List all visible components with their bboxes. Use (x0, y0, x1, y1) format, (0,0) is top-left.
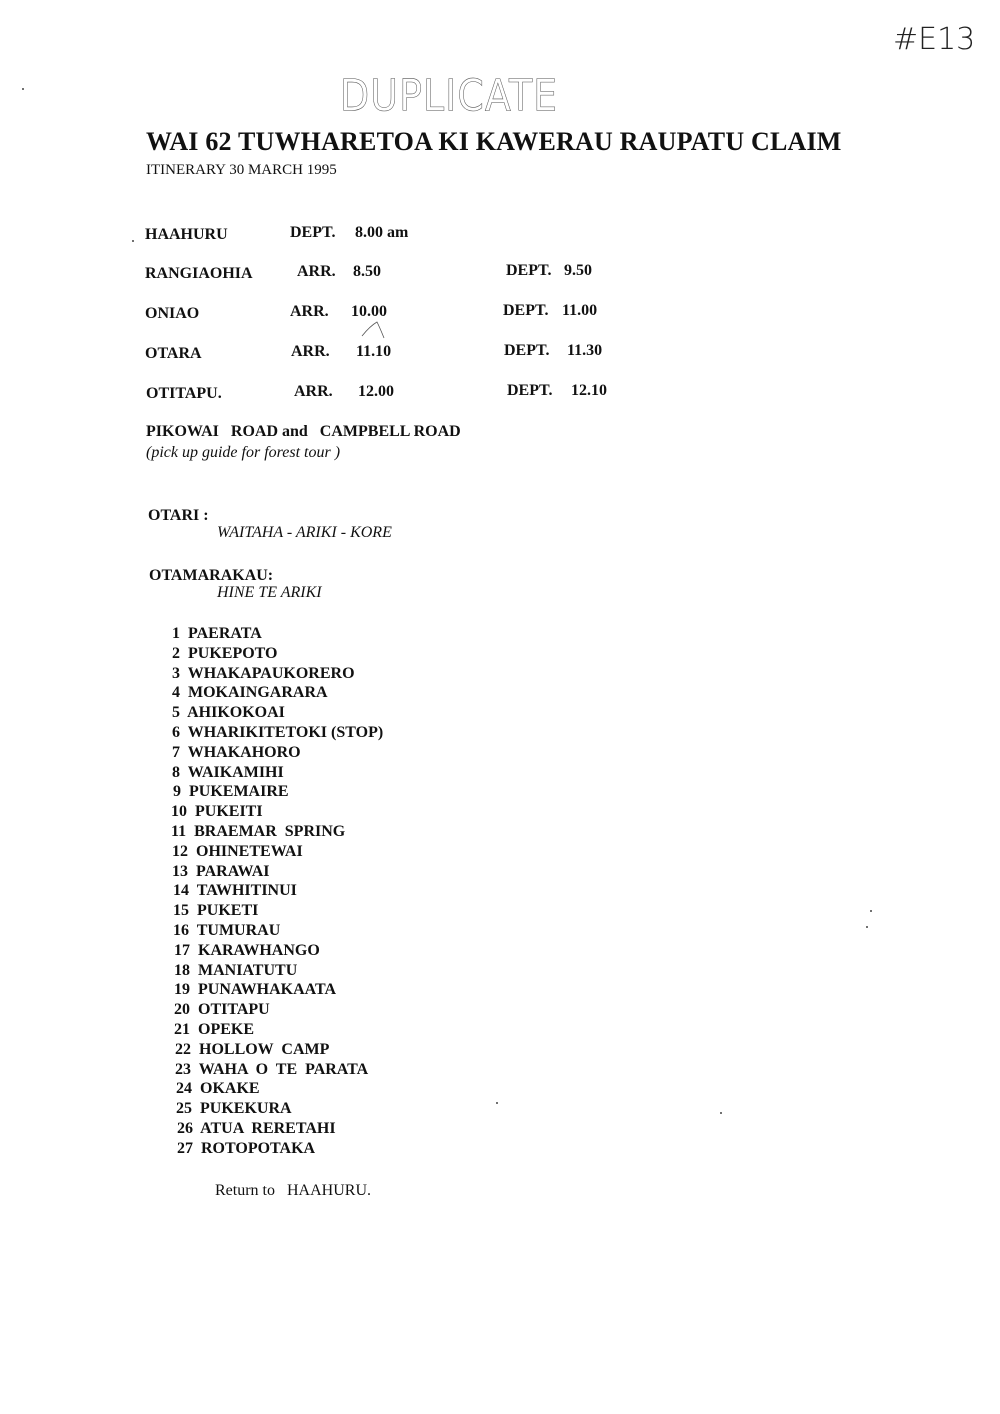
list-item: 12 OHINETEWAI (172, 842, 303, 860)
document-title: WAI 62 TUWHARETOA KI KAWERAU RAUPATU CLAIM (146, 127, 842, 156)
dept-time: 9.50 (564, 262, 592, 279)
list-item: 21 OPEKE (174, 1020, 255, 1038)
scan-speck (720, 1112, 722, 1114)
place: OTARA (145, 345, 202, 362)
list-item: 7 WHAKAHORO (172, 743, 301, 761)
place: ONIAO (145, 305, 200, 322)
arr-label: ARR. (297, 263, 336, 280)
arr-time: 12.00 (358, 383, 394, 400)
otari-sub: WAITAHA - ARIKI - KORE (217, 524, 392, 541)
handwritten-caret-mark (360, 318, 390, 342)
dept-time: 11.00 (562, 302, 598, 319)
list-item: 23 WAHA O TE PARATA (175, 1060, 369, 1078)
list-item: 8 WAIKAMIHI (172, 763, 284, 781)
list-item: 9 PUKEMAIRE (173, 783, 289, 801)
duplicate-stamp: DUPLICATE (340, 70, 559, 121)
list-item: 2 PUKEPOTO (172, 644, 278, 662)
list-item: 10 PUKEITI (171, 803, 263, 821)
arr-label: ARR. (291, 343, 330, 360)
list-item: 16 TUMURAU (173, 921, 281, 939)
place: RANGIAOHIA (145, 265, 253, 282)
dept-time: 12.10 (571, 382, 607, 399)
arr-label: ARR. (294, 383, 333, 400)
handwritten-reference: #E13 (893, 22, 976, 57)
arr-label: ARR. (290, 303, 329, 320)
list-item: 19 PUNAWHAKAATA (174, 981, 337, 999)
site-list (172, 624, 383, 1159)
list-item: 24 OKAKE (176, 1080, 260, 1098)
dept-time: 11.30 (567, 342, 603, 359)
list-item: 6 WHARIKITETOKI (STOP) (172, 723, 384, 741)
list-item: 13 PARAWAI (172, 862, 270, 880)
roads-heading: PIKOWAI ROAD and CAMPBELL ROAD (146, 423, 461, 440)
itinerary-date: ITINERARY 30 MARCH 1995 (146, 162, 337, 178)
dept-label: DEPT. (504, 342, 550, 359)
dept-label: DEPT. (503, 302, 549, 319)
list-item: 18 MANIATUTU (174, 961, 298, 979)
return-note: Return to HAAHURU. (215, 1182, 371, 1199)
list-item: 1 PAERATA (172, 625, 262, 642)
arr-time: 11.10 (356, 343, 392, 360)
scan-speck (132, 240, 134, 242)
list-item: 17 KARAWHANGO (174, 941, 320, 959)
scan-speck (22, 88, 24, 90)
list-item: 11 BRAEMAR SPRING (171, 822, 346, 840)
otamarakau-heading: OTAMARAKAU: (149, 567, 274, 584)
list-item: 4 MOKAINGARARA (172, 684, 328, 702)
list-item: 15 PUKETI (173, 902, 259, 920)
dept-time: 8.00 am (355, 224, 409, 241)
scan-speck (496, 1102, 498, 1104)
scan-speck (870, 910, 872, 912)
list-item: 22 HOLLOW CAMP (175, 1040, 330, 1058)
list-item: 3 WHAKAPAUKORERO (172, 664, 355, 682)
otari-heading: OTARI : (148, 507, 209, 524)
roads-note: (pick up guide for forest tour ) (146, 444, 341, 461)
place: HAAHURU (145, 226, 228, 243)
arr-time: 10.00 (351, 303, 387, 320)
place: OTITAPU. (146, 385, 222, 402)
list-item: 14 TAWHITINUI (173, 882, 297, 900)
dept-label: DEPT. (506, 262, 552, 279)
list-item: 27 ROTOPOTAKA (177, 1139, 316, 1157)
arr-time: 8.50 (353, 263, 381, 280)
list-item: 5 AHIKOKOAI (172, 704, 285, 722)
dept-label: DEPT. (290, 224, 336, 241)
scan-speck (866, 926, 868, 928)
list-item: 26 ATUA RERETAHI (177, 1119, 336, 1137)
otamarakau-sub: HINE TE ARIKI (217, 584, 322, 601)
dept-label: DEPT. (507, 382, 553, 399)
list-item: 25 PUKEKURA (176, 1100, 292, 1118)
list-item: 20 OTITAPU (174, 1001, 270, 1019)
